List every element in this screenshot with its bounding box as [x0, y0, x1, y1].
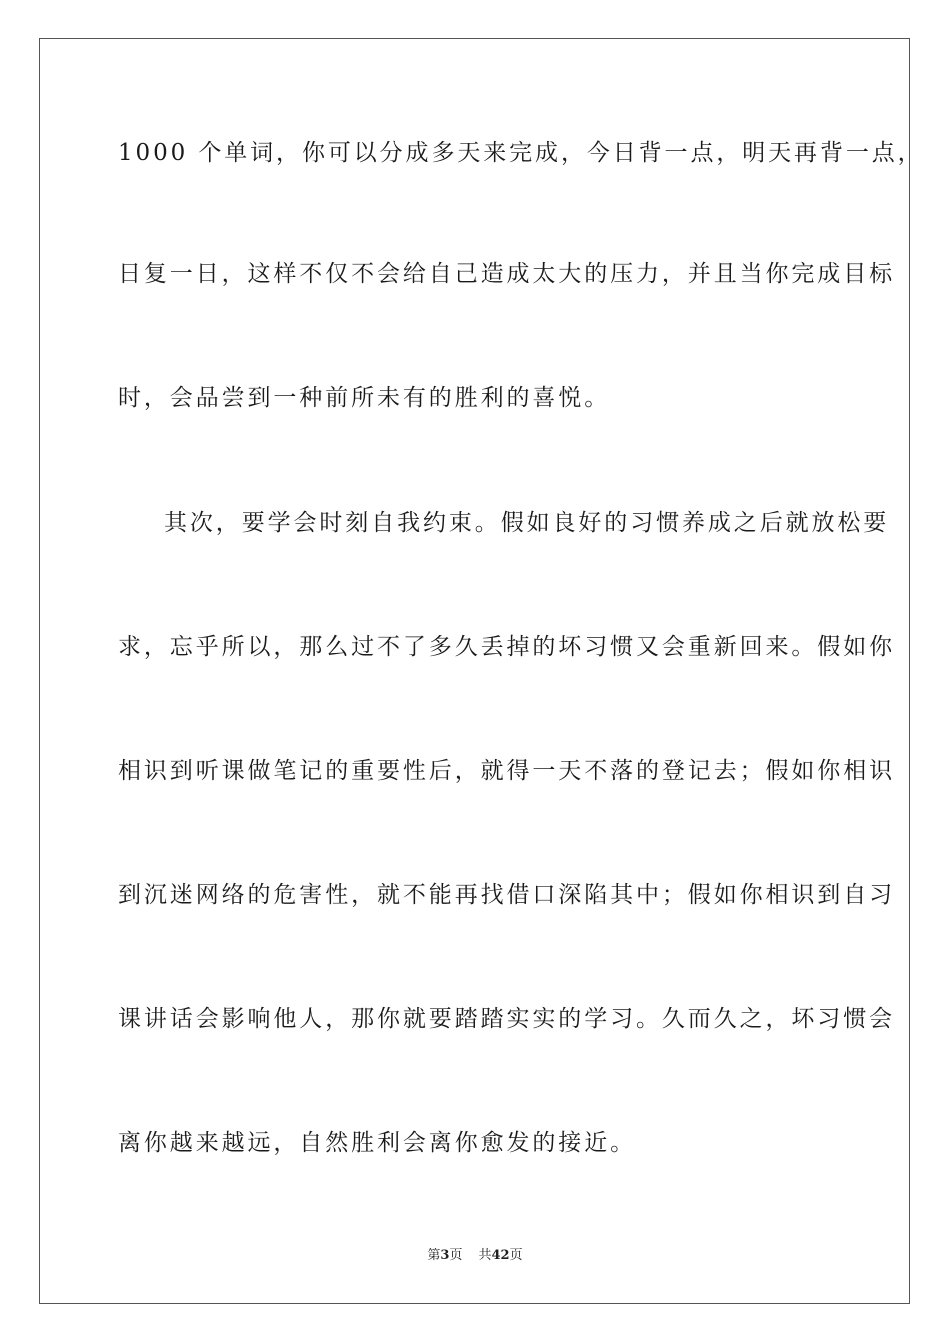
paragraph-line: 到沉迷网络的危害性，就不能再找借口深陷其中；假如你相识到自习 [118, 882, 895, 908]
page-number: 3 [440, 1248, 450, 1263]
paragraph-line: 求，忘乎所以，那么过不了多久丢掉的坏习惯又会重新回来。假如你 [118, 634, 895, 660]
total-prefix: 共 [478, 1248, 492, 1263]
total-pages: 42 [491, 1248, 510, 1263]
total-suffix: 页 [509, 1248, 523, 1263]
paragraph-line: 时，会品尝到一种前所未有的胜利的喜悦。 [118, 385, 611, 411]
paragraph-line: 离你越来越远，自然胜利会离你愈发的接近。 [118, 1130, 636, 1156]
page-suffix: 页 [449, 1248, 463, 1263]
page-prefix: 第 [427, 1248, 441, 1263]
paragraph-line: 1000 个单词，你可以分成多天来完成，今日背一点，明天再背一点， [118, 140, 924, 166]
paragraph-line: 日复一日，这样不仅不会给自己造成太大的压力，并且当你完成目标 [118, 261, 895, 287]
page-border [39, 38, 924, 1304]
paragraph-line: 其次，要学会时刻自我约束。假如良好的习惯养成之后就放松要 [164, 510, 890, 536]
page-footer [0, 1247, 950, 1265]
paragraph-line: 相识到听课做笔记的重要性后，就得一天不落的登记去；假如你相识 [118, 758, 895, 784]
paragraph-line: 课讲话会影响他人，那你就要踏踏实实的学习。久而久之，坏习惯会 [118, 1006, 895, 1032]
